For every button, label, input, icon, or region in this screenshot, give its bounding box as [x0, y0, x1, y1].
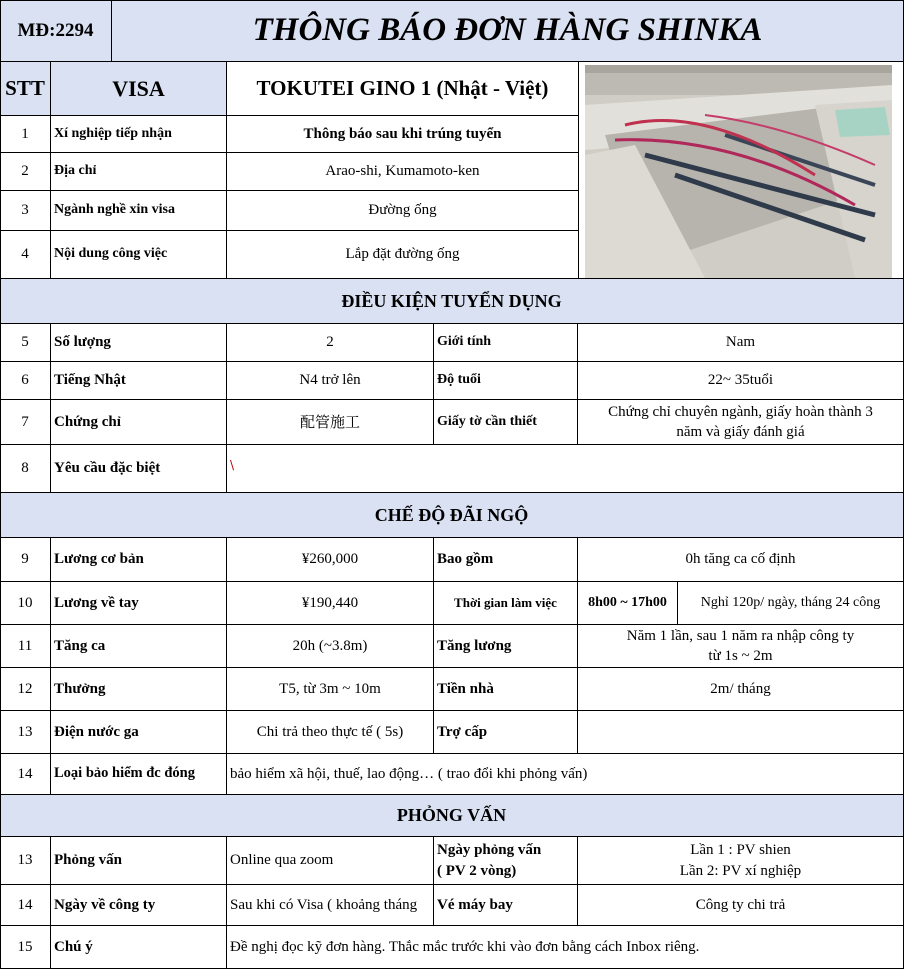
value-interview: Online qua zoom — [227, 837, 434, 885]
value-note: Đề nghị đọc kỹ đơn hàng. Thắc mắc trước khi vào đơn bằng cách Inbox riêng. — [227, 926, 904, 969]
row-number: 11 — [0, 625, 51, 668]
label-interview: Phỏng vấn — [51, 837, 227, 885]
value-documents — [578, 400, 904, 445]
special-req-mark: \ — [230, 458, 235, 472]
row-number: 13 — [0, 837, 51, 885]
row-number: 7 — [0, 400, 51, 445]
order-code: MĐ:2294 — [0, 0, 112, 62]
label-job-content: Nội dung công việc — [51, 231, 227, 279]
value-housing: 2m/ tháng — [578, 668, 904, 711]
label-flight-ticket: Vé máy bay — [434, 885, 578, 926]
label-raise: Tăng lương — [434, 625, 578, 668]
visa-header: VISA — [51, 62, 227, 116]
label-interview-date-line2: ( PV 2 vòng) — [437, 862, 517, 879]
label-interview-date — [434, 837, 578, 885]
value-job-content: Lắp đặt đường ống — [227, 231, 579, 279]
value-quantity: 2 — [227, 324, 434, 362]
value-address: Arao-shi, Kumamoto-ken — [227, 153, 579, 191]
value-employer: Thông báo sau khi trúng tuyển — [227, 116, 579, 153]
value-overtime: 20h (~3.8m) — [227, 625, 434, 668]
row-number: 2 — [0, 153, 51, 191]
visa-value: TOKUTEI GINO 1 (Nhật - Việt) — [227, 62, 579, 116]
label-utilities: Điện nước ga — [51, 711, 227, 754]
label-bonus: Thưởng — [51, 668, 227, 711]
row-number: 15 — [0, 926, 51, 969]
row-number: 12 — [0, 668, 51, 711]
value-start-date: Sau khi có Visa ( khoảng tháng — [227, 885, 434, 926]
label-housing: Tiền nhà — [434, 668, 578, 711]
row-number: 5 — [0, 324, 51, 362]
value-bonus: T5, từ 3m ~ 10m — [227, 668, 434, 711]
value-documents-line2: năm và giấy đánh giá — [676, 424, 805, 440]
value-interview-round1: Lần 1 : PV shien — [690, 842, 791, 859]
label-net-salary: Lương về tay — [51, 582, 227, 625]
page-title: THÔNG BÁO ĐƠN HÀNG SHINKA — [112, 0, 904, 62]
label-visa-field: Ngành nghề xin visa — [51, 191, 227, 231]
value-certificate: 配管施工 — [227, 400, 434, 445]
label-certificate: Chứng chỉ — [51, 400, 227, 445]
label-working-time: Thời gian làm việc — [434, 582, 578, 625]
value-net-salary: ¥190,440 — [227, 582, 434, 625]
label-japanese: Tiếng Nhật — [51, 362, 227, 400]
row-number: 9 — [0, 538, 51, 582]
value-visa-field: Đường ống — [227, 191, 579, 231]
value-raise — [578, 625, 904, 668]
label-start-date: Ngày về công ty — [51, 885, 227, 926]
row-number: 10 — [0, 582, 51, 625]
row-number: 13 — [0, 711, 51, 754]
value-allowance — [578, 711, 904, 754]
row-number: 8 — [0, 445, 51, 493]
value-gender: Nam — [578, 324, 904, 362]
value-flight-ticket: Công ty chi trả — [578, 885, 904, 926]
construction-site-photo — [585, 65, 892, 278]
value-raise-line1: Năm 1 lần, sau 1 năm ra nhập công ty — [626, 627, 855, 644]
value-interview-round2: Lần 2: PV xí nghiệp — [679, 862, 802, 879]
section-title-conditions: ĐIỀU KIỆN TUYỂN DỤNG — [0, 279, 904, 324]
value-japanese: N4 trở lên — [227, 362, 434, 400]
section-title-interview: PHỎNG VẤN — [0, 795, 904, 837]
value-base-salary: ¥260,000 — [227, 538, 434, 582]
row-number: 14 — [0, 754, 51, 795]
value-interview-rounds — [578, 837, 904, 885]
value-age: 22~ 35tuổi — [578, 362, 904, 400]
label-includes: Bao gồm — [434, 538, 578, 582]
value-includes: 0h tăng ca cố định — [578, 538, 904, 582]
value-break-time: Nghỉ 120p/ ngày, tháng 24 công — [678, 582, 904, 625]
value-special-req — [227, 445, 904, 493]
row-number: 6 — [0, 362, 51, 400]
label-note: Chú ý — [51, 926, 227, 969]
row-number: 4 — [0, 231, 51, 279]
label-gender: Giới tính — [434, 324, 578, 362]
section-title-benefits: CHẾ ĐỘ ĐÃI NGỘ — [0, 493, 904, 538]
row-number: 14 — [0, 885, 51, 926]
row-number: 1 — [0, 116, 51, 153]
value-documents-line1: Chứng chỉ chuyên ngành, giấy hoàn thành 3 — [608, 403, 873, 420]
value-insurance: bảo hiểm xã hội, thuế, lao động… ( trao đổi khi phỏng vấn) — [227, 754, 904, 795]
row-number: 3 — [0, 191, 51, 231]
label-insurance: Loại bảo hiểm đc đóng — [51, 754, 227, 795]
label-overtime: Tăng ca — [51, 625, 227, 668]
value-utilities: Chi trả theo thực tế ( 5s) — [227, 711, 434, 754]
label-quantity: Số lượng — [51, 324, 227, 362]
label-documents: Giấy tờ cần thiết — [434, 400, 578, 445]
label-address: Địa chỉ — [51, 153, 227, 191]
label-employer: Xí nghiệp tiếp nhận — [51, 116, 227, 153]
label-base-salary: Lương cơ bản — [51, 538, 227, 582]
label-allowance: Trợ cấp — [434, 711, 578, 754]
value-working-hours: 8h00 ~ 17h00 — [578, 582, 678, 625]
stt-header: STT — [0, 62, 51, 116]
label-special-req: Yêu cầu đặc biệt — [51, 445, 227, 493]
label-interview-date-line1: Ngày phỏng vấn — [437, 842, 542, 859]
value-raise-line2: từ 1s ~ 2m — [708, 648, 773, 664]
label-age: Độ tuổi — [434, 362, 578, 400]
